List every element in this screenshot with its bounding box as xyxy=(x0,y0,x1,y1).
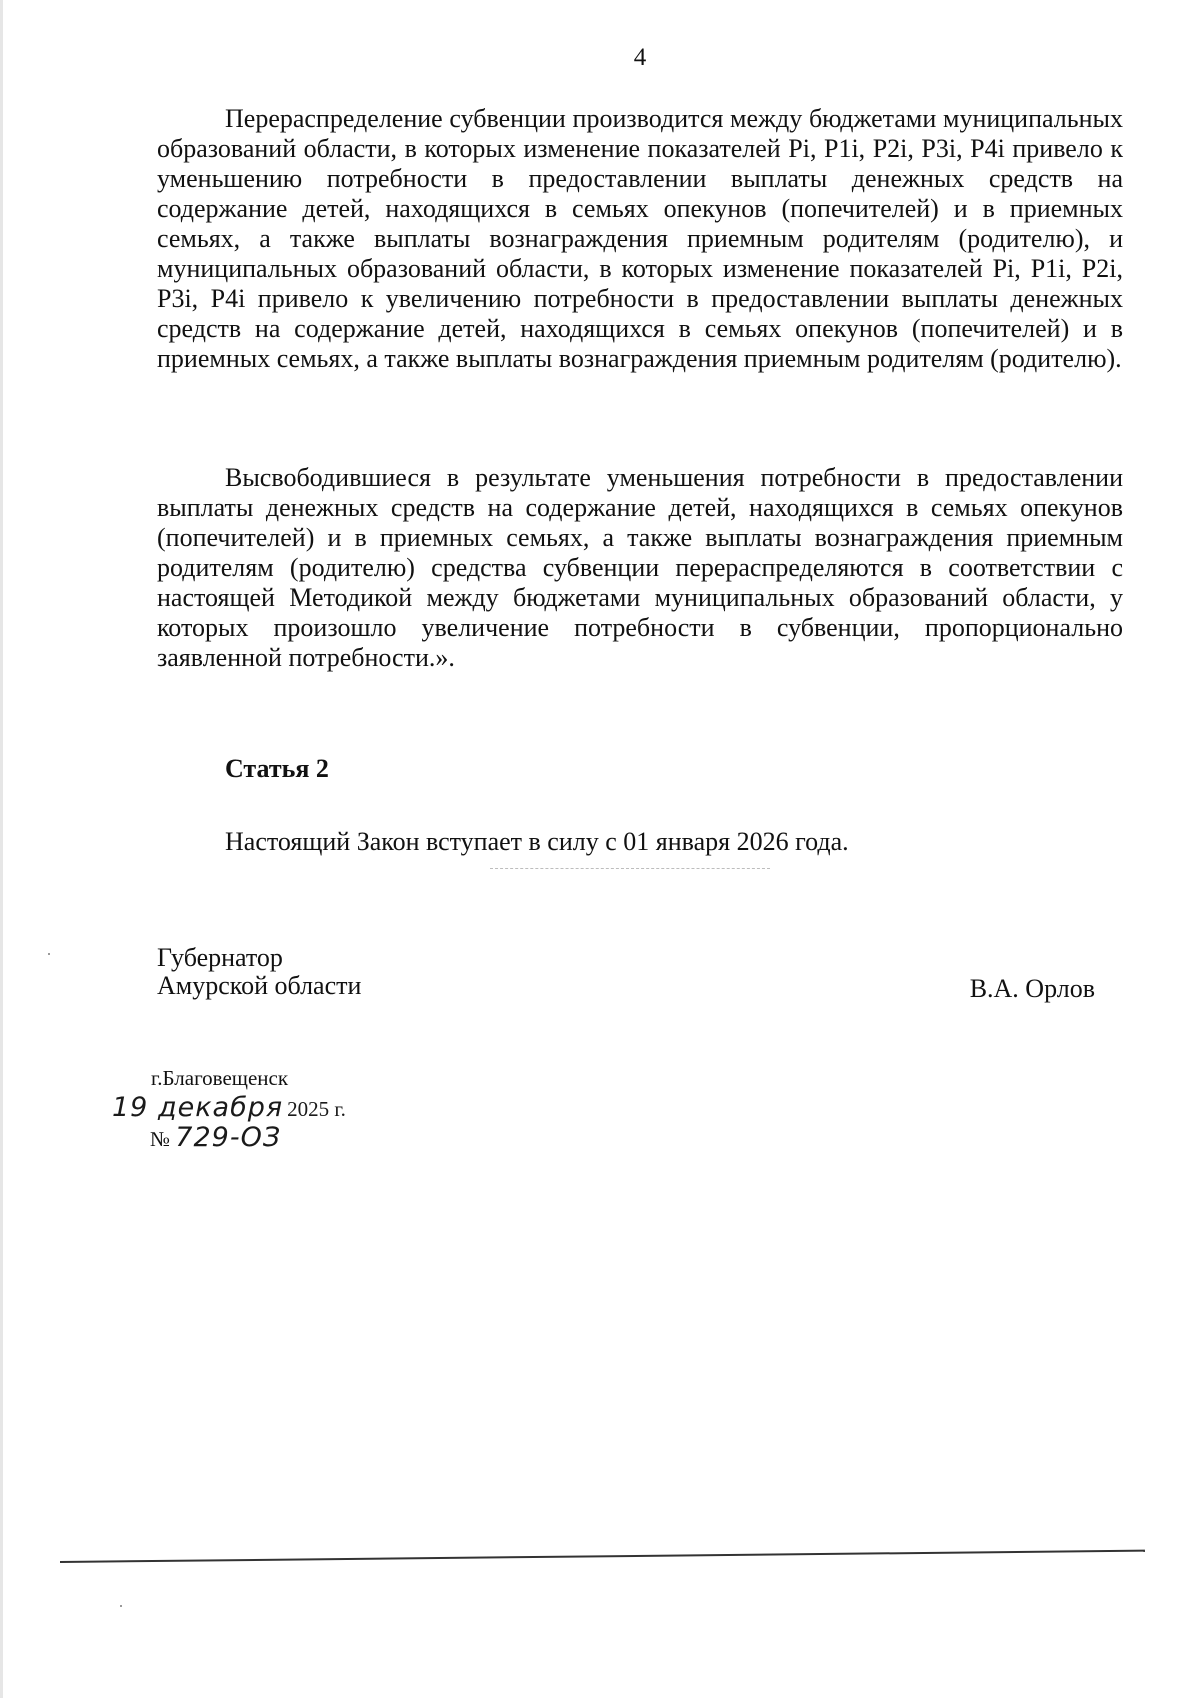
bottom-rule xyxy=(60,1550,1145,1563)
signatory-title-line1: Губернатор xyxy=(157,943,283,972)
law-number xyxy=(150,1122,281,1153)
handwritten-number: 729-ОЗ xyxy=(175,1122,282,1153)
faint-divider xyxy=(490,868,770,869)
signing-date xyxy=(112,1092,346,1123)
page-number: 4 xyxy=(633,44,647,71)
paragraph-redistribution: Перераспределение субвенции производится между бюджетами муниципальных образований области, в которых изменение показателей Pi, P1i, P2i, P3i, P4i привело к уменьшению потребности в предоставлении выплаты денежных средств на содержание детей, находящихся в семьях опекунов (попечителей) и в приемных семьях, а также выплаты вознаграждения приемным родителям (родителю), и муниципальных образований области, в которых изменение показателей Pi, P1i, P2i, P3i, P4i привело к увеличению потребности в предоставлении выплаты денежных средств на содержание детей, находящихся в семьях опекунов (попечителей) и в приемных семьях, а также выплаты вознаграждения приемным родителям (родителю). xyxy=(157,104,1123,373)
scan-speck xyxy=(48,953,50,955)
paragraph-released-funds: Высвободившиеся в результате уменьшения потребности в предоставлении выплаты денежных средств на содержание детей, находящихся в семьях опекунов (попечителей) и в приемных семьях, а также выплаты вознаграждения приемным родителям (родителю) средства субвенции перераспределяются в соответствии с настоящей Методикой между бюджетами муниципальных образований области, у которых произошло увеличение потребности в субвенции, пропорционально заявленной потребности.». xyxy=(157,463,1123,672)
signatory-title xyxy=(157,944,361,1000)
handwritten-date: 19 декабря xyxy=(112,1092,284,1123)
scan-speck xyxy=(120,1605,122,1607)
signatory-name: В.А. Орлов xyxy=(969,974,1095,1003)
scan-edge xyxy=(0,0,3,1698)
article-heading: Статья 2 xyxy=(225,754,329,783)
signatory-title-line2: Амурской области xyxy=(157,971,362,1000)
article-text: Настоящий Закон вступает в силу с 01 января 2026 года. xyxy=(225,827,849,856)
place: г.Благовещенск xyxy=(151,1066,289,1090)
date-year: 2025 г. xyxy=(287,1097,346,1121)
number-prefix: № xyxy=(150,1127,171,1151)
